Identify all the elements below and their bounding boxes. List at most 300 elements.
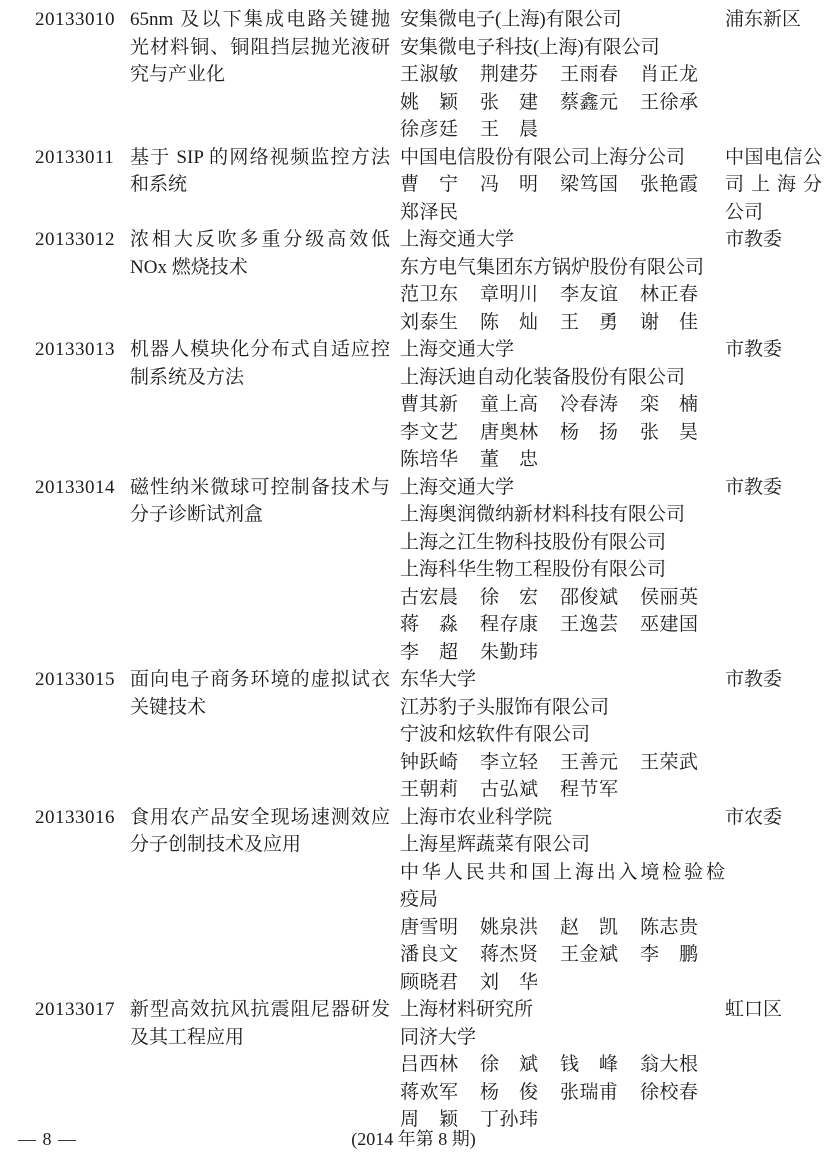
person-name-char: 蔡	[560, 91, 580, 113]
org-name: 上海星辉蔬菜有限公司	[400, 834, 591, 855]
org-name: 东方电气集团东方锅炉股份有限公司	[400, 256, 705, 278]
person-name-char: 正	[659, 284, 679, 305]
person-name	[640, 281, 698, 309]
person-name	[480, 776, 538, 804]
person-name-char: 勤	[499, 641, 519, 663]
person-name	[560, 89, 618, 117]
person-name-char: 峰	[598, 1054, 618, 1075]
person-name-char: 陈	[480, 311, 500, 333]
person-name-char: 刘	[400, 311, 420, 333]
person-name-char: 存	[499, 614, 519, 635]
person-name-char: 潘	[400, 944, 420, 965]
person-name	[480, 61, 538, 89]
table-row	[35, 474, 827, 667]
person-name-char: 灿	[518, 311, 538, 333]
person-name-char: 古	[480, 779, 500, 800]
person-name-char: 华	[438, 449, 458, 470]
person-name-char: 龙	[678, 64, 698, 85]
person-name-char: 生	[438, 311, 458, 333]
person-name-char: 晓	[419, 971, 439, 993]
person-names	[400, 116, 725, 144]
person-name-char: 王	[400, 64, 420, 85]
person-name	[560, 171, 618, 199]
person-name-char: 芬	[518, 64, 538, 85]
person-name	[400, 639, 458, 667]
project-title	[130, 804, 400, 997]
org-people-cell	[400, 226, 725, 336]
person-name-char: 李	[640, 944, 660, 965]
title-line: 究与产业化	[130, 64, 226, 85]
person-name-char: 巫	[640, 614, 660, 635]
person-name	[560, 941, 618, 969]
person-names	[400, 171, 725, 199]
org-name: 上海材料研究所	[400, 999, 534, 1020]
person-name-char: 斌	[518, 1054, 538, 1075]
person-names	[400, 914, 725, 942]
district	[725, 226, 822, 336]
person-name-char: 张	[640, 421, 660, 443]
person-name	[640, 1051, 698, 1079]
project-id: 20133014	[35, 476, 115, 498]
person-name-char: 丁	[480, 1109, 500, 1130]
person-name	[480, 419, 538, 447]
person-name-char: 芸	[598, 614, 618, 635]
table-row	[35, 226, 827, 336]
person-name-char: 雪	[419, 916, 439, 938]
person-name-char: 莉	[438, 779, 458, 800]
person-name-char: 赵	[560, 916, 580, 938]
person-name-char: 张	[640, 174, 660, 195]
person-name-char: 顾	[400, 971, 420, 993]
person-name	[400, 914, 458, 942]
project-id: 20133011	[35, 146, 115, 168]
person-name-char: 李	[560, 284, 580, 305]
person-name-char: 斌	[598, 944, 618, 965]
project-id: 20133010	[35, 9, 115, 30]
project-title	[130, 226, 400, 336]
person-name	[480, 584, 538, 612]
person-name-char: 楠	[678, 394, 698, 415]
project-title	[130, 474, 400, 667]
title-line: 及其工程应用	[130, 1026, 245, 1048]
title-line: 制系统及方法	[130, 366, 245, 388]
title-line: 光材料铜、铜阻挡层抛光液研	[130, 36, 390, 58]
person-name-char: 李	[400, 421, 420, 443]
person-names	[400, 639, 725, 667]
project-title	[130, 996, 400, 1134]
person-name-char: 春	[678, 1081, 698, 1103]
title-line: 机器人模块化分布式自适应控	[130, 339, 390, 360]
title-line: 基于 SIP 的网络视频监控方法	[130, 146, 390, 168]
person-name-char: 勇	[598, 311, 618, 333]
person-name-char: 立	[499, 751, 519, 773]
person-name-char: 新	[438, 394, 458, 415]
person-name-char: 艳	[659, 174, 679, 195]
district	[725, 804, 822, 997]
person-name	[640, 171, 698, 199]
person-name	[560, 1079, 618, 1107]
person-name-char: 淼	[438, 614, 458, 635]
org-people-cell	[400, 666, 725, 804]
person-name-char: 郑	[400, 201, 420, 223]
org-name: 疫局	[400, 889, 439, 910]
person-name	[400, 584, 458, 612]
person-name-char: 王	[560, 311, 580, 333]
person-name-char: 奥	[499, 421, 519, 443]
person-name-char: 王	[640, 91, 660, 113]
org-name: 安集微电子(上海)有限公司	[400, 9, 622, 30]
person-name-char: 元	[598, 91, 618, 113]
person-names	[400, 611, 725, 639]
person-name	[640, 1079, 698, 1107]
person-name-char: 谢	[640, 311, 660, 333]
person-name-char: 丽	[659, 586, 679, 608]
org-name: 上海交通大学	[400, 229, 515, 250]
person-name	[480, 1079, 538, 1107]
title-line: 和系统	[130, 174, 188, 195]
district-line: 市农委	[725, 806, 783, 828]
person-name-char: 颖	[438, 1109, 458, 1130]
person-name-char: 姚	[400, 91, 420, 113]
person-name-char: 林	[640, 284, 660, 305]
table-row	[35, 336, 827, 474]
person-name	[480, 116, 538, 144]
person-names	[400, 1051, 725, 1079]
person-name	[400, 941, 458, 969]
person-name	[560, 309, 618, 337]
person-name-char: 建	[659, 614, 679, 635]
person-name	[640, 391, 698, 419]
person-name	[560, 419, 618, 447]
person-name-char: 泉	[499, 916, 519, 938]
person-name-char: 春	[678, 284, 698, 305]
title-line: 浓相大反吹多重分级高效低	[130, 229, 390, 250]
person-name-char: 春	[579, 394, 599, 415]
person-name-char: 明	[438, 916, 458, 938]
org-people-cell	[400, 6, 725, 144]
person-name-char: 高	[518, 394, 538, 415]
person-name-char: 侯	[640, 586, 660, 608]
person-name-char: 明	[518, 174, 538, 195]
person-name-char: 鹏	[678, 944, 698, 965]
person-name-char: 曹	[400, 394, 420, 415]
person-name-char: 西	[419, 1054, 439, 1075]
person-name-char: 陈	[640, 916, 660, 938]
person-name	[400, 61, 458, 89]
person-name-char: 徐	[640, 1081, 660, 1103]
table-row	[35, 6, 827, 144]
person-name-char: 笃	[579, 174, 599, 195]
person-name-char: 淑	[419, 64, 439, 85]
person-name	[480, 281, 538, 309]
person-name	[560, 611, 618, 639]
person-name-char: 徐	[400, 119, 420, 140]
person-name-char: 其	[419, 394, 439, 415]
person-name-char: 国	[598, 174, 618, 195]
person-name	[480, 639, 538, 667]
project-id: 20133012	[35, 229, 115, 250]
person-name	[640, 584, 698, 612]
person-name-char: 张	[480, 91, 500, 113]
person-name-char: 钱	[560, 1054, 580, 1075]
person-names	[400, 281, 725, 309]
person-name-char: 王	[640, 751, 660, 773]
project-title	[130, 144, 400, 227]
person-name-char: 志	[659, 916, 679, 938]
person-name-char: 杰	[499, 944, 519, 965]
title-line: 分子创制技术及应用	[130, 834, 302, 855]
person-name-char: 王	[560, 614, 580, 635]
person-name-char: 上	[499, 394, 519, 415]
district-line: 浦东新区	[725, 9, 802, 30]
person-name	[400, 391, 458, 419]
person-name-char: 宁	[438, 174, 458, 195]
person-name	[480, 446, 538, 474]
person-name-char: 张	[560, 1081, 580, 1103]
person-name-char: 朱	[480, 641, 500, 663]
table-row	[35, 804, 827, 997]
person-name-char: 鑫	[579, 91, 599, 113]
person-name-char: 华	[518, 971, 538, 993]
person-names	[400, 89, 725, 117]
person-name-char: 英	[678, 586, 698, 608]
person-name-char: 徐	[480, 586, 500, 608]
person-name-char: 正	[659, 64, 679, 85]
person-name-char: 唐	[480, 421, 500, 443]
person-name-char: 根	[678, 1054, 698, 1075]
person-name	[640, 419, 698, 447]
person-name-char: 栾	[640, 394, 660, 415]
person-name-char: 民	[438, 201, 458, 223]
person-name-char: 校	[659, 1081, 679, 1103]
person-name-char: 霞	[678, 174, 698, 195]
person-name-char: 大	[659, 1054, 679, 1075]
person-name-char: 杨	[560, 421, 580, 443]
person-name-char: 刘	[480, 971, 500, 993]
org-name: 安集微电子科技(上海)有限公司	[400, 36, 660, 58]
person-name-char: 贤	[518, 944, 538, 965]
person-name-char: 颖	[438, 91, 458, 113]
person-name-char: 东	[438, 284, 458, 305]
person-name-char: 李	[400, 641, 420, 663]
person-name	[560, 584, 618, 612]
person-name-char: 善	[579, 751, 599, 773]
person-names	[400, 941, 725, 969]
table-row	[35, 996, 827, 1134]
project-title	[130, 666, 400, 804]
person-name-char: 友	[579, 284, 599, 305]
person-name-char: 林	[438, 1054, 458, 1075]
person-name-char: 康	[518, 614, 538, 635]
person-name-char: 超	[438, 641, 458, 663]
person-name-char: 凯	[598, 916, 618, 938]
org-name: 同济大学	[400, 1026, 477, 1048]
project-id: 20133015	[35, 669, 115, 690]
person-name-char: 章	[480, 284, 500, 305]
district-line: 市教委	[725, 669, 783, 690]
district	[725, 336, 822, 474]
person-name	[560, 281, 618, 309]
person-name-char: 王	[400, 779, 420, 800]
person-name-char: 周	[400, 1109, 420, 1130]
person-name-char: 冷	[560, 394, 580, 415]
table-row	[35, 144, 827, 227]
person-name-char: 彦	[419, 119, 439, 140]
org-name: 江苏豹子头服饰有限公司	[400, 696, 610, 718]
person-name	[400, 419, 458, 447]
person-name-char: 玮	[518, 641, 538, 663]
org-people-cell	[400, 996, 725, 1134]
person-name-char: 艺	[438, 421, 458, 443]
person-name-char: 姚	[480, 916, 500, 938]
title-line: NOx 燃烧技术	[130, 256, 248, 278]
person-name-char: 雨	[579, 64, 599, 85]
title-line: 新型高效抗风抗震阻尼器研发	[130, 999, 390, 1020]
person-name-char: 古	[400, 586, 420, 608]
person-name-char: 冯	[480, 174, 500, 195]
person-name	[400, 309, 458, 337]
org-name: 东华大学	[400, 669, 477, 690]
person-name-char: 钟	[400, 751, 420, 773]
person-name-char: 佳	[678, 311, 698, 333]
person-name-char: 文	[438, 944, 458, 965]
title-line: 65nm 及以下集成电路关键抛	[130, 9, 390, 30]
person-name	[400, 281, 458, 309]
person-name-char: 唐	[400, 916, 420, 938]
person-name-char: 贵	[678, 916, 698, 938]
person-name-char: 涛	[598, 394, 618, 415]
person-name-char: 泰	[419, 311, 439, 333]
person-name-char: 林	[518, 421, 538, 443]
table-row	[35, 666, 827, 804]
person-name	[480, 969, 538, 997]
person-name	[640, 611, 698, 639]
org-name: 宁波和炫软件有限公司	[400, 724, 591, 745]
district-line: 中国电信公	[725, 146, 822, 168]
person-name-char: 童	[480, 394, 500, 415]
person-names	[400, 446, 725, 474]
person-names	[400, 776, 725, 804]
district	[725, 474, 822, 667]
person-name	[560, 1051, 618, 1079]
person-name	[480, 171, 538, 199]
person-name-char: 梁	[560, 174, 580, 195]
title-line: 磁性纳米微球可控制备技术与	[130, 476, 390, 498]
person-name-char: 邵	[560, 586, 580, 608]
person-name-char: 忠	[518, 449, 538, 470]
person-name	[400, 1051, 458, 1079]
person-name-char: 建	[518, 91, 538, 113]
district-line: 公司	[725, 201, 764, 223]
person-name-char: 文	[419, 421, 439, 443]
person-name-char: 元	[598, 751, 618, 773]
person-names	[400, 61, 725, 89]
person-name-char: 杨	[480, 1081, 500, 1103]
person-name-char: 王	[560, 751, 580, 773]
person-name	[640, 61, 698, 89]
district-line: 市教委	[725, 476, 783, 498]
person-name-char: 建	[499, 64, 519, 85]
person-name	[400, 969, 458, 997]
project-id: 20133017	[35, 999, 115, 1020]
person-name	[400, 611, 458, 639]
person-name-char: 敏	[438, 64, 458, 85]
person-name-char: 良	[419, 944, 439, 965]
person-name	[400, 749, 458, 777]
org-people-cell	[400, 804, 725, 997]
person-name	[480, 391, 538, 419]
person-name	[480, 749, 538, 777]
person-names	[400, 749, 725, 777]
person-name-char: 程	[480, 614, 500, 635]
person-names	[400, 309, 725, 337]
person-name-char: 春	[598, 64, 618, 85]
person-name	[480, 941, 538, 969]
person-name	[560, 914, 618, 942]
org-people-cell	[400, 144, 725, 227]
issue-label: (2014 年第 8 期)	[351, 1129, 476, 1149]
person-name	[400, 776, 458, 804]
person-name	[640, 749, 698, 777]
org-name: 上海奥润微纳新材料科技有限公司	[400, 504, 686, 525]
person-name-char: 宏	[419, 586, 439, 608]
org-name: 中国电信股份有限公司上海分公司	[400, 146, 686, 168]
person-name	[560, 776, 618, 804]
title-line: 食用农产品安全现场速测效应	[130, 806, 390, 828]
person-name-char: 程	[560, 779, 580, 800]
project-title	[130, 6, 400, 144]
district-line: 市教委	[725, 339, 783, 360]
person-name-char: 徐	[480, 1054, 500, 1075]
org-name: 上海之江生物科技股份有限公司	[400, 531, 667, 553]
person-name-char: 明	[499, 284, 519, 305]
district	[725, 144, 822, 227]
person-name-char: 甫	[598, 1081, 618, 1103]
org-name: 上海市农业科学院	[400, 806, 553, 828]
district	[725, 996, 822, 1134]
person-name-char: 王	[480, 119, 500, 140]
district-line: 虹口区	[725, 999, 783, 1020]
person-name-char: 蒋	[400, 614, 420, 635]
person-name-char: 昊	[678, 421, 698, 443]
person-name-char: 俊	[518, 1081, 538, 1103]
title-line: 分子诊断试剂盒	[130, 504, 264, 525]
person-name-char: 卫	[419, 284, 439, 305]
person-name	[560, 391, 618, 419]
org-people-cell	[400, 474, 725, 667]
person-name-char: 川	[518, 284, 538, 305]
org-people-cell	[400, 336, 725, 474]
person-name	[480, 89, 538, 117]
person-name	[640, 309, 698, 337]
person-name-char: 肖	[640, 64, 660, 85]
org-name: 中华人民共和国上海出入境检验检	[400, 861, 725, 883]
org-name: 上海交通大学	[400, 339, 515, 360]
person-name-char: 逸	[579, 614, 599, 635]
person-name-char: 玮	[518, 1109, 538, 1130]
person-names	[400, 969, 725, 997]
person-name-char: 培	[419, 449, 439, 470]
person-name-char: 节	[579, 779, 599, 800]
person-name-char: 董	[480, 449, 500, 470]
org-name: 上海科华生物工程股份有限公司	[400, 559, 667, 580]
person-name	[640, 89, 698, 117]
person-name	[400, 446, 458, 474]
person-name-char: 蒋	[480, 944, 500, 965]
person-name-char: 跃	[419, 751, 439, 773]
person-names	[400, 584, 725, 612]
person-name-char: 金	[579, 944, 599, 965]
